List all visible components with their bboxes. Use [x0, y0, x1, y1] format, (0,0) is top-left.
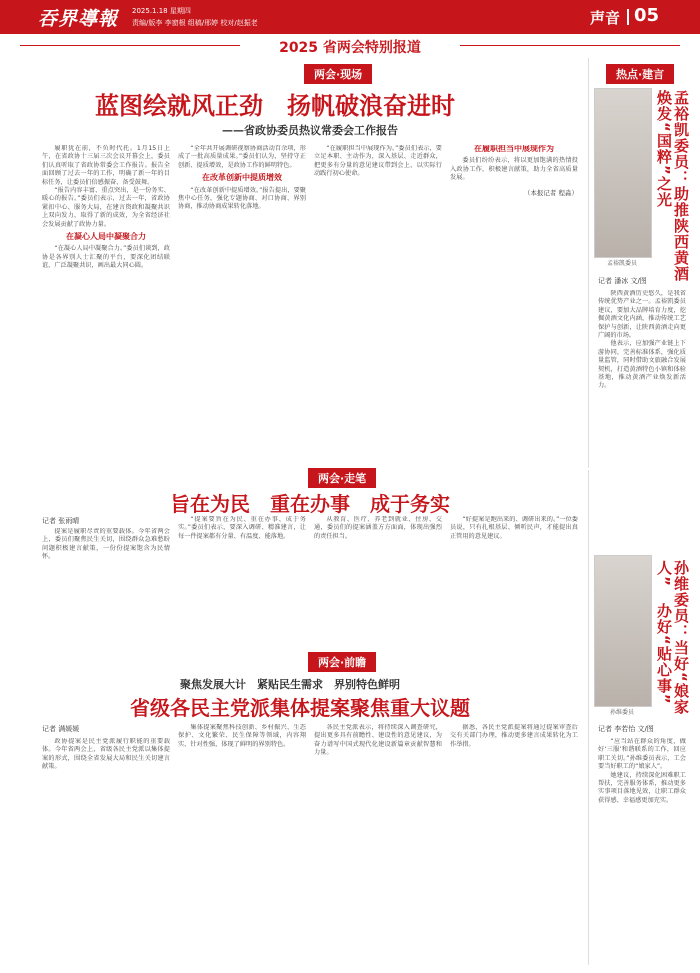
committee-member-photo — [594, 555, 652, 707]
article3-headline: 省级各民主党派集体提案聚焦重大议题 — [130, 696, 470, 720]
article3-paragraph: 各民主党派表示，将持续深入调查研究，提出更多具有前瞻性、建设性的意见建议，为奋力谱写中国式现代化建设新篇章贡献智慧和力量。 — [314, 724, 442, 757]
article1-subhead-1: 在凝心人局中凝聚合力 — [66, 232, 146, 242]
article1-subheadline: ——省政协委员热议常委会工作报告 — [222, 124, 398, 137]
sidebar2-title: 孙维委员：当好“娘家人” 办好“贴心事” — [655, 560, 690, 715]
newspaper-brand: 吞界導報 — [38, 8, 119, 30]
sidebar2-body — [598, 738, 686, 963]
article2-byline: 记者 张雨晴 — [42, 517, 80, 525]
sidebar2-paragraph: 她建议，持续深化困难职工帮扶，完善服务体系，推动更多实事项目落地见效，让职工群众获得感、幸福感更加充实。 — [598, 771, 686, 804]
banner-rule-right — [460, 45, 680, 46]
section-tag-hotspot: 热点·建言 — [606, 64, 674, 84]
editor-credits: 责编/版李 李窗根 组稿/邢婷 校对/赵振老 — [132, 19, 258, 27]
article1-paragraph: “在改革创新中提质增效。”报告提出，要聚焦中心任务，强化专题协商、对口协商、界别协商，推动协商成果转化落地。 — [178, 186, 306, 211]
sidebar-divider — [588, 58, 589, 468]
article3-byline: 记者 满媛媛 — [42, 725, 80, 733]
sidebar1-title: 孟裕凯委员：助推陕西黄酒焕发“国粹”之光 — [655, 90, 690, 282]
article2-col1 — [42, 528, 170, 638]
photo-caption: 孟裕凯委员 — [606, 260, 637, 267]
section-tag-preview: 两会·前瞻 — [308, 652, 376, 672]
article3-col1 — [42, 738, 170, 963]
section-tag-notes: 两会·走笔 — [308, 468, 376, 488]
sidebar2-byline: 记者 李若怡 文/图 — [598, 725, 654, 733]
page-header — [0, 0, 700, 56]
article1-paragraph: “全年共开展调研视察协商活动百余项，形成了一批高质量成果。”委员们认为，坚持守正创新、提质增效，是政协工作的鲜明特色。 — [178, 145, 306, 169]
committee-member-photo — [594, 88, 652, 258]
sidebar-divider — [588, 470, 589, 965]
section-divider — [627, 9, 629, 25]
article1-signature: （本报记者 程淼） — [523, 188, 578, 197]
article3-paragraph: 据悉，各民主党派提案将通过提案审查后交有关部门办理，推动更多建言成果转化为工作举措。 — [450, 724, 578, 748]
article3-paragraph: 集体提案聚焦科技创新、乡村振兴、生态保护、文化繁荣、民生保障等领域，内容翔实、针对性强，体现了鲜明的界别特色。 — [178, 724, 306, 748]
article1-paragraph: “在凝心人局中凝聚合力。”委员们谈到，政协是各界别人士汇聚的平台，要深化团结联谊，广泛凝聚共识，画出最大同心圆。 — [42, 245, 170, 270]
section-tag-scene: 两会·现场 — [304, 64, 372, 84]
page-number: 05 — [634, 5, 660, 26]
sidebar1-paragraph: 陕西黄酒历史悠久，是我省传统优势产业之一。孟裕凯委员建议，要加大品牌培育力度，挖掘黄酒文化内涵，推动传统工艺保护与创新，让陕西黄酒走向更广阔的市场。 — [598, 290, 686, 340]
article1-paragraph: “报告内容丰富、重点突出，是一份务实、暖心的报告。”委员们表示，过去一年，省政协紧扣中心、服务大局，在建言资政和凝聚共识上双向发力，取得了新的成效，为全省经济社会发展贡献了政协力量。 — [42, 187, 170, 228]
article2-col2 — [178, 516, 306, 638]
banner-rule-left — [20, 45, 240, 46]
issue-date: 2025.1.18 星期四 — [132, 7, 191, 15]
article2-paragraph: 从教育、医疗、养老到就业、住房、交通，委员们的提案涵盖方方面面，体现出强烈的责任担当。 — [314, 516, 442, 540]
sidebar2-paragraph: “应当站在群众的角度，做好‘三服’和谐联系的工作，回应职工关切。”孙维委员表示，工会要当好职工的“娘家人”。 — [598, 738, 686, 771]
article1-subhead-3: 在履职担当中展现作为 — [474, 145, 554, 153]
article3-deck: 聚焦发展大计 紧贴民生需求 界别特色鲜明 — [180, 678, 400, 691]
article3-col3 — [314, 724, 442, 963]
article2-paragraph: “好提案是跑出来的、调研出来的。”一位委员说，只有扎根基层、倾听民声，才能提出真正管用的意见建议。 — [450, 516, 578, 540]
article1-col1 — [42, 145, 170, 455]
article1-paragraph: 委员们纷纷表示，将以更加饱满的热情投入政协工作，积极建言献策，助力全省高质量发展。 — [450, 157, 578, 182]
article3-col4 — [450, 724, 578, 963]
article1-col2 — [178, 145, 306, 455]
article3-col2 — [178, 724, 306, 963]
article2-paragraph: 提案是履职尽责的重要载体。今年省两会上，委员们聚焦民生关切，围绕群众急难愁盼问题积极建言献策，一份份提案饱含为民情怀。 — [42, 528, 170, 561]
article1-paragraph: 履职犹在前，不负时代托。1月15日上午，在省政协十三届三次会议开幕会上，委员们认真听取了省政协常委会工作报告。报告全面回顾了过去一年的工作，明确了新一年的目标任务，让委员们倍感振奋、备受鼓舞。 — [42, 145, 170, 186]
article2-paragraph: “提案要旨在为民、重在办事、成于务实。”委员们表示，要深入调研、精准建言，让每一件提案都有分量、有温度、能落地。 — [178, 516, 306, 540]
sidebar1-byline: 记者 潘冰 文/图 — [598, 277, 647, 285]
sidebar1-body — [598, 290, 686, 460]
photo-caption: 孙维委员 — [609, 709, 634, 716]
article1-subhead-2: 在改革创新中提质增效 — [202, 173, 282, 183]
sidebar1-paragraph: 他表示，应加强产业链上下游协同，完善标准体系，强化质量监管，同时借助文旅融合发展契机，打造黄酒特色小镇和体验基地，推动黄酒产业焕发新活力。 — [598, 340, 686, 390]
article1-col4 — [450, 145, 578, 455]
article1-headline: 蓝图绘就风正劲 扬帆破浪奋进时 — [95, 92, 455, 120]
article2-col3 — [314, 516, 442, 638]
article1-col3 — [314, 145, 442, 455]
article2-col4 — [450, 516, 578, 638]
section-name: 声音 — [590, 9, 621, 27]
banner-title: 2025 省两会特别报道 — [279, 40, 421, 56]
article3-paragraph: 政协提案是民主党派履行职能的重要载体。今年省两会上，省级各民主党派以集体提案的形式，围绕全省发展大局和民生关切建言献策。 — [42, 738, 170, 771]
article2-headline: 旨在为民 重在办事 成于务实 — [170, 492, 450, 516]
article1-paragraph: “在履职担当中展现作为。”委员们表示，要立足本职、主动作为，深入基层、走近群众，把更多有分量的意见建议带到会上，以实际行动践行初心使命。 — [314, 145, 442, 178]
